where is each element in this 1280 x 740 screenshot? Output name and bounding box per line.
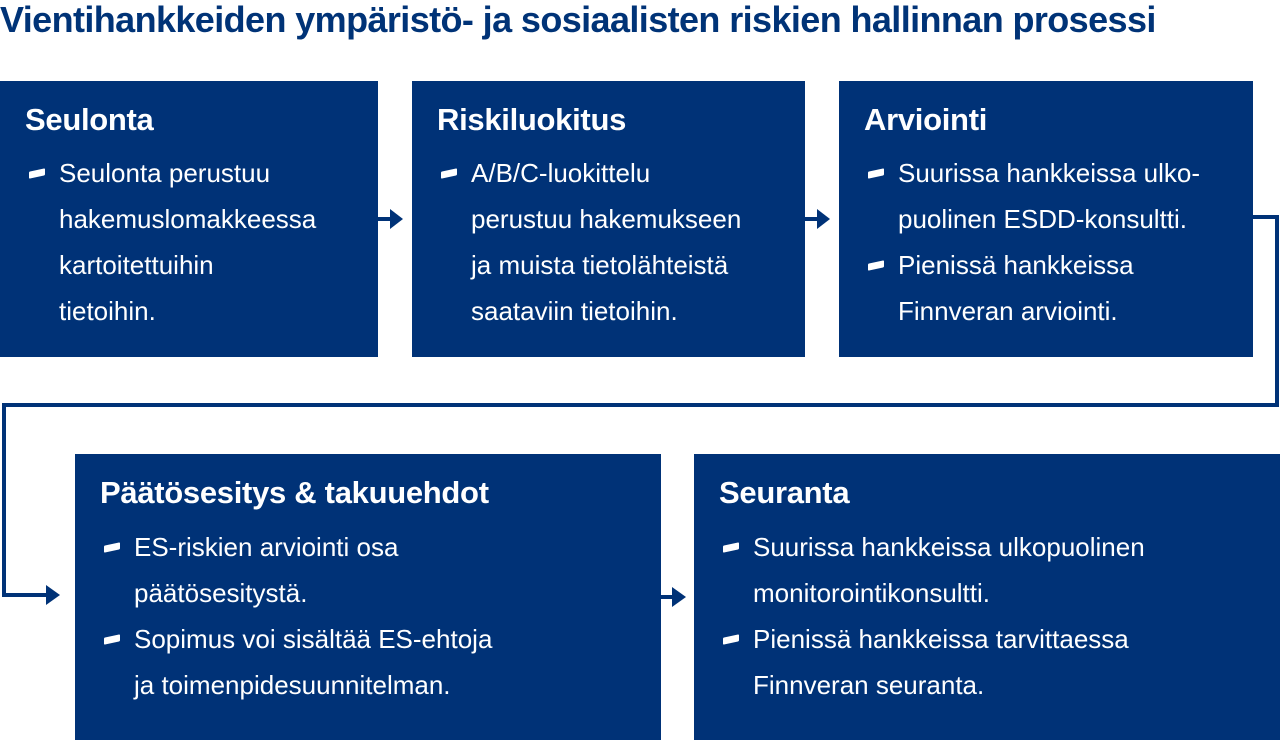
step-heading: Seuranta xyxy=(719,475,850,510)
step-heading: Seulonta xyxy=(25,102,154,137)
bullet-continuation: saataviin tietoihin. xyxy=(471,296,678,326)
bullet-line: Pienissä hankkeissa xyxy=(898,250,1134,280)
bullet-continuation: puolinen ESDD-konsultti. xyxy=(898,204,1188,234)
bullet-continuation: ja toimenpidesuunnitelman. xyxy=(134,670,451,700)
bullet-continuation: päätösesitystä. xyxy=(134,578,308,608)
bullet-line: Pienissä hankkeissa tarvittaessa xyxy=(753,624,1129,654)
connector-line xyxy=(4,217,1277,595)
step-heading: Arviointi xyxy=(864,102,988,137)
arrow-right-icon xyxy=(390,209,403,229)
arrow-right-icon xyxy=(46,585,60,605)
bullet-line: Sopimus voi sisältää ES-ehtoja xyxy=(134,624,493,654)
bullet-continuation: kartoitettuihin xyxy=(59,250,214,280)
bullet-continuation: tietoihin. xyxy=(59,296,156,326)
page-title: Vientihankkeiden ympäristö- ja sosiaalisten riskien hallinnan prosessi xyxy=(0,0,1156,40)
bullet-continuation: ja muista tietolähteistä xyxy=(471,250,729,280)
bullet-continuation: Finnveran arviointi. xyxy=(898,296,1118,326)
bullet-line: ES-riskien arviointi osa xyxy=(134,532,399,562)
step-heading: Päätösesitys & takuuehdot xyxy=(100,475,489,510)
arrow-right-icon xyxy=(817,209,830,229)
arrow-right-icon xyxy=(672,587,686,607)
step-heading: Riskiluokitus xyxy=(437,102,627,137)
bullet-line: A/B/C-luokittelu xyxy=(471,158,651,188)
bullet-line: Suurissa hankkeissa ulko- xyxy=(898,158,1201,188)
bullet-continuation: hakemuslomakkeessa xyxy=(59,204,317,234)
bullet-continuation: Finnveran seuranta. xyxy=(753,670,985,700)
bullet-line: Seulonta perustuu xyxy=(59,158,271,188)
bullet-continuation: monitorointikonsultti. xyxy=(753,578,990,608)
bullet-line: Suurissa hankkeissa ulkopuolinen xyxy=(753,532,1145,562)
bullet-continuation: perustuu hakemukseen xyxy=(471,204,742,234)
